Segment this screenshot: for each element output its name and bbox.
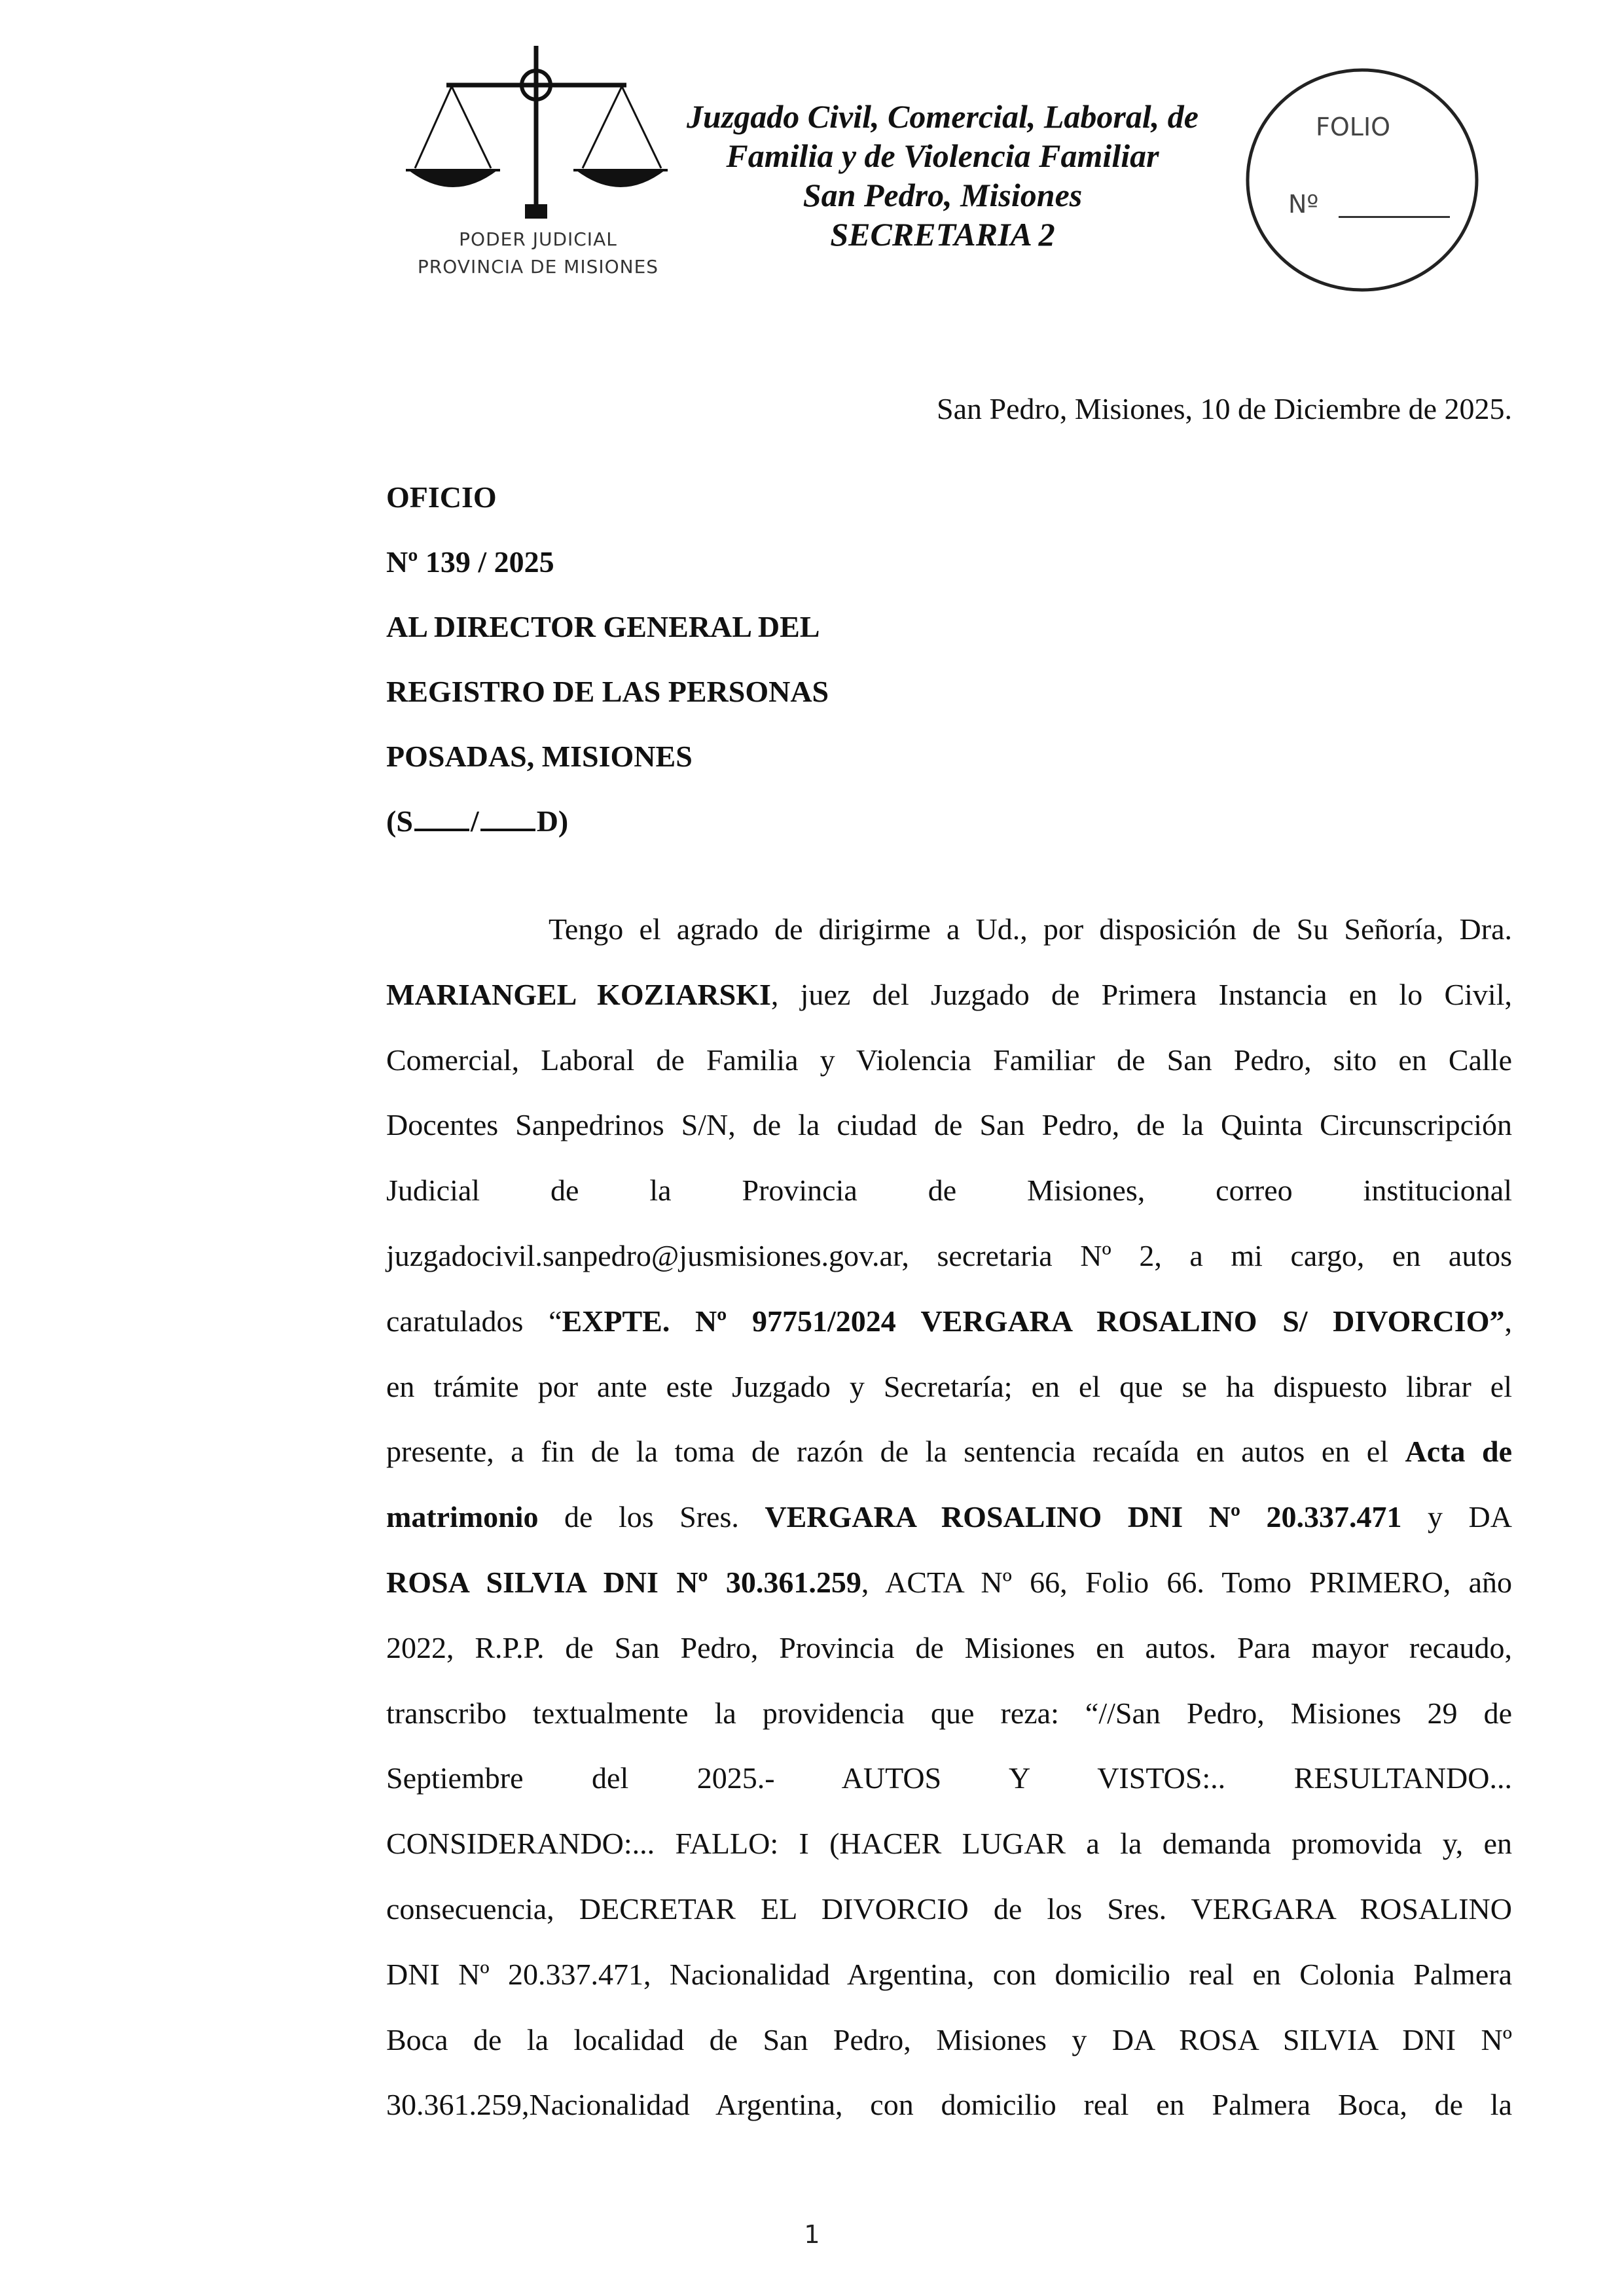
body-line-6: juzgadocivil.sanpedro@jusmisiones.gov.ar, secretaria Nº 2, a mi cargo, en autos [386,1238,1512,1272]
body-line-10-b: y DA [1401,1500,1512,1534]
case-title: EXPTE. Nº 97751/2024 VERGARA ROSALINO S/ DIVORCIO” [562,1304,1505,1338]
sd-blank-2 [480,805,535,831]
body-line-15: CONSIDERANDO:... FALLO: I (HACER LUGAR a la demanda promovida y, en [386,1827,1512,1861]
body-line-12: 2022, R.P.P. de San Pedro, Provincia de Misiones en autos. Para mayor recaudo, [386,1630,1512,1664]
body-line-13: transcribo textualmente la providencia que reza: “//San Pedro, Misiones 29 de [386,1696,1512,1730]
body-line-17: DNI Nº 20.337.471, Nacionalidad Argentina, con domicilio real en Colonia Palmera [386,1957,1512,1991]
folio-number-label: Nº [1288,190,1319,219]
body-line-5: Judicial de la Provincia de Misiones, correo institucional [386,1174,1512,1208]
court-line-2: Familia y de Violencia Familiar [726,137,1159,174]
body-line-10 [386,1498,1512,1563]
party-2: ROSA SILVIA DNI Nº 30.361.259 [386,1565,861,1599]
body-line-7-b: , [1504,1304,1512,1338]
acta-label: Acta de [1405,1435,1512,1469]
body-line-11-text: , ACTA Nº 66, Folio 66. Tomo PRIMERO, año [861,1565,1512,1599]
body-line-19: 30.361.259,Nacionalidad Argentina, con domicilio real en Palmera Boca, de la [386,2088,1512,2122]
page-number: 1 [804,2220,820,2249]
logo-caption [401,226,676,281]
recipient-line-1: AL DIRECTOR GENERAL DEL [386,610,820,643]
sd-blank-1 [414,805,469,831]
document-type: OFICIO [386,480,497,514]
sd-line [386,802,1041,867]
body-line-9 [386,1432,1512,1498]
recipient-line-3: POSADAS, MISIONES [386,740,693,773]
body-text [386,910,1512,2151]
sd-open: (S [386,804,413,838]
recipient-line-2: REGISTRO DE LAS PERSONAS [386,675,829,708]
oficio-number: Nº 139 / 2025 [386,545,554,579]
body-line-2 [386,975,1512,1041]
body-line-14: Septiembre del 2025.- AUTOS Y VISTOS:.. RESULTANDO... [386,1761,1512,1795]
matrimonio-label: matrimonio [386,1500,539,1534]
sd-slash: / [470,804,479,838]
court-line-4: SECRETARIA 2 [830,216,1055,253]
body-line-1: Tengo el agrado de dirigirme a Ud., por disposición de Su Señoría, Dra. [549,912,1512,946]
logo-caption-line-2: PROVINCIA DE MISIONES [417,256,659,278]
court-line-1: Juzgado Civil, Comercial, Laboral, de [687,98,1199,135]
party-1: VERGARA ROSALINO DNI Nº 20.337.471 [765,1500,1402,1534]
body-line-7 [386,1302,1512,1367]
folio-stamp-circle-icon [1244,65,1481,295]
body-line-7-a: caratulados “ [386,1304,562,1338]
recipient-block [386,478,1041,867]
body-line-11 [386,1563,1512,1628]
body-line-8: en trámite por ante este Juzgado y Secretaría; en el que se ha dispuesto librar el [386,1369,1512,1403]
body-line-10-a: de los Sres. [538,1500,765,1534]
body-line-3: Comercial, Laboral de Familia y Violencia Familiar de San Pedro, sito en Calle [386,1043,1512,1077]
sd-close: D) [536,804,569,838]
court-header [674,97,1211,254]
folio-number-blank [1339,216,1450,218]
body-line-4: Docentes Sanpedrinos S/N, de la ciudad de San Pedro, de la Quinta Circunscripción [386,1108,1512,1142]
court-line-3: San Pedro, Misiones [803,177,1083,213]
body-line-16: consecuencia, DECRETAR EL DIVORCIO de los Sres. VERGARA ROSALINO [386,1892,1512,1926]
judge-name: MARIANGEL KOZIARSKI [386,977,771,1011]
body-line-9-a: presente, a fin de la toma de razón de la sentencia recaída en autos en el [386,1435,1405,1469]
body-line-18: Boca de la localidad de San Pedro, Misiones y DA ROSA SILVIA DNI Nº [386,2022,1512,2056]
body-line-2-text: , juez del Juzgado de Primera Instancia en lo Civil, [770,977,1512,1011]
folio-label: FOLIO [1316,113,1391,141]
logo-caption-line-1: PODER JUDICIAL [459,228,617,250]
date-line: San Pedro, Misiones, 10 de Diciembre de 2025. [937,392,1512,425]
